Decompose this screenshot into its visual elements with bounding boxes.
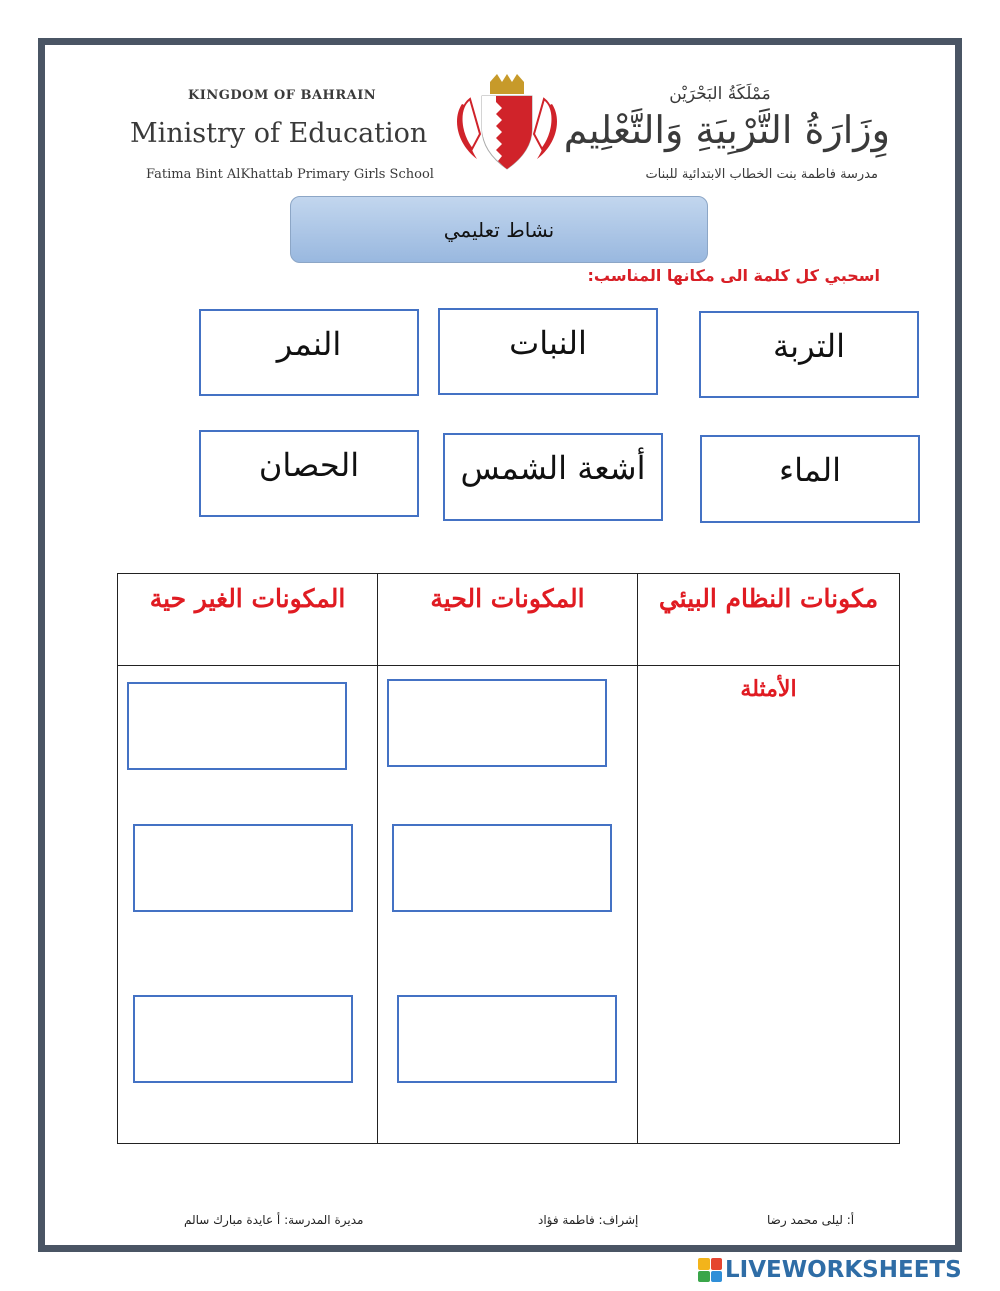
ministry-en: Ministry of Education (130, 118, 428, 149)
word-plant[interactable]: النبات (438, 308, 658, 395)
drop-nonliving-3[interactable] (133, 995, 353, 1083)
drop-living-3[interactable] (397, 995, 617, 1083)
ministry-ar: وِزَارَةُ التَّرْبِيَةِ وَالتَّعْلِيم (563, 108, 890, 152)
liveworksheets-icon (698, 1258, 722, 1282)
footer-principal: مديرة المدرسة: أ عايدة مبارك سالم (184, 1213, 364, 1227)
drop-nonliving-1[interactable] (127, 682, 347, 770)
bahrain-emblem-icon (452, 74, 562, 174)
word-soil[interactable]: التربة (699, 311, 919, 398)
school-ar: مدرسة فاطمة بنت الخطاب الابتدائية للبنات (645, 167, 878, 182)
examples-label: الأمثلة (638, 666, 900, 1144)
word-sunlight[interactable]: أشعة الشمس (443, 433, 663, 521)
drop-nonliving-2[interactable] (133, 824, 353, 912)
header-ecosystem-components: مكونات النظام البيئي (638, 574, 900, 666)
instruction-text: اسحبي كل كلمة الى مكانها المناسب: (587, 266, 880, 285)
header-nonliving: المكونات الغير حية (118, 574, 378, 666)
activity-title: نشاط تعليمي (290, 196, 708, 263)
word-tiger[interactable]: النمر (199, 309, 419, 396)
word-horse[interactable]: الحصان (199, 430, 419, 517)
footer-supervisor: إشراف: فاطمة فؤاد (538, 1213, 639, 1227)
drop-living-1[interactable] (387, 679, 607, 767)
header-living: المكونات الحية (378, 574, 638, 666)
word-water[interactable]: الماء (700, 435, 920, 523)
drop-living-2[interactable] (392, 824, 612, 912)
footer-teacher: أ: ليلى محمد رضا (767, 1213, 855, 1227)
school-en: Fatima Bint AlKhattab Primary Girls School (146, 167, 434, 182)
kingdom-ar: مَمْلَكَةُ البَحْرَيْن (669, 84, 771, 104)
liveworksheets-text: LIVEWORKSHEETS (725, 1257, 962, 1283)
kingdom-en: KINGDOM OF BAHRAIN (188, 88, 377, 103)
liveworksheets-logo (698, 1256, 962, 1284)
